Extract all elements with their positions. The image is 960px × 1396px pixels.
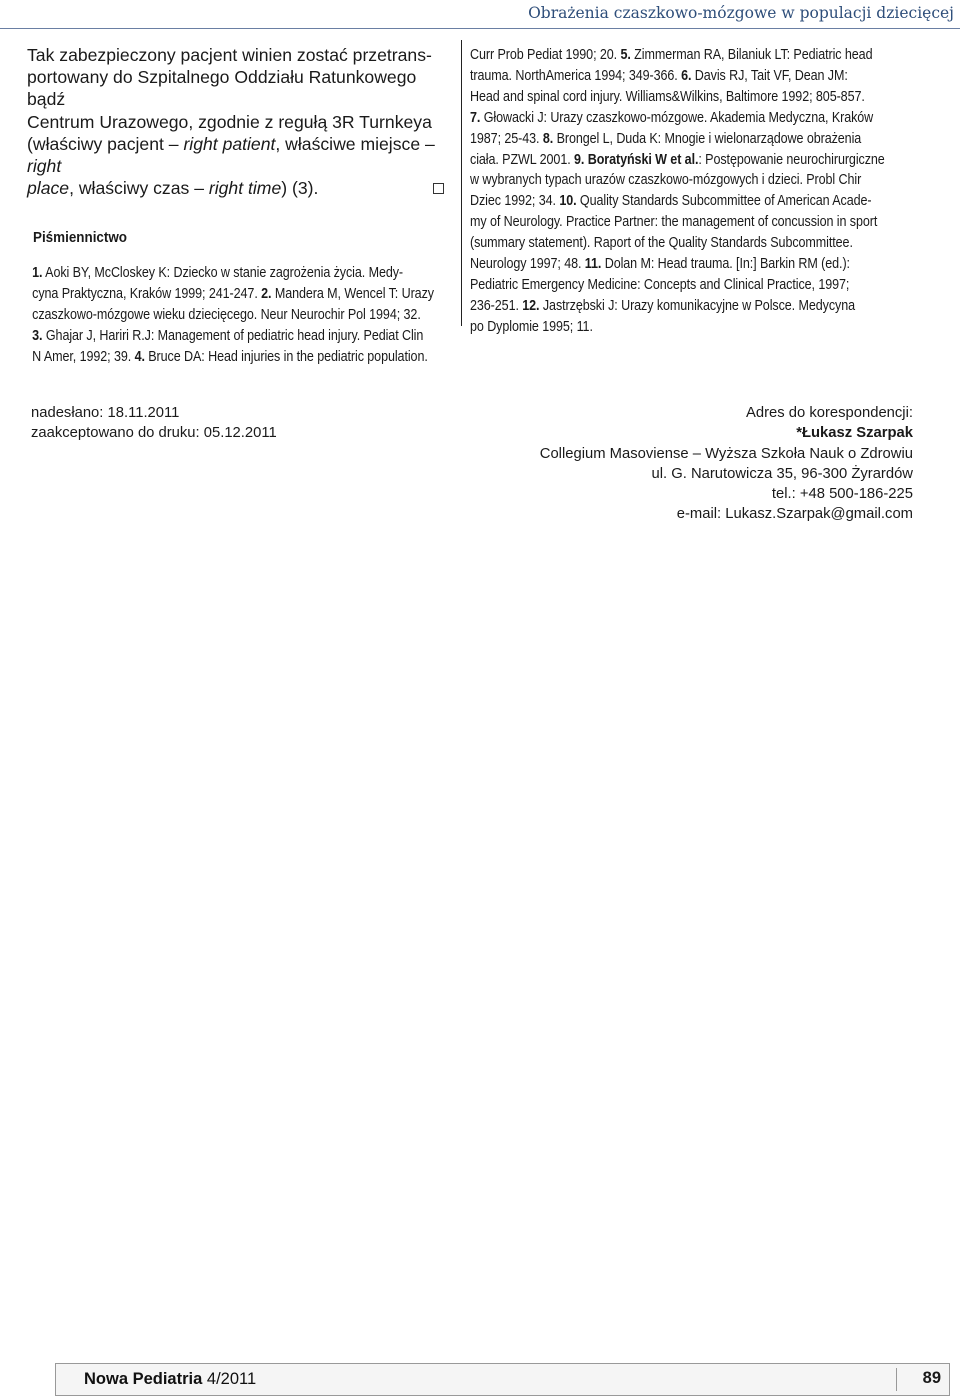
submission-dates	[31, 403, 277, 444]
reference-line: Dziec 1992; 34. 10. Quality Standards Subcommittee of American Acade-	[470, 193, 872, 210]
correspondence-address	[540, 403, 913, 525]
received-date: nadesłano: 18.11.2011	[31, 405, 180, 421]
reference-line: Pediatric Emergency Medicine: Concepts and Clinical Practice, 1997;	[470, 276, 850, 293]
body-line: portowany do Szpitalnego Oddziału Ratunkowego bądź	[27, 67, 417, 110]
left-column	[27, 44, 449, 368]
correspondence-label: Adres do korespondencji:	[746, 405, 913, 421]
journal-citation	[84, 1370, 256, 1389]
reference-line: 7. Głowacki J: Urazy czaszkowo-mózgowe. Akademia Medyczna, Kraków	[470, 109, 874, 126]
reference-line: 1987; 25-43. 8. Brongel L, Duda K: Mnogie i wielonarządowe obrażenia	[470, 130, 862, 147]
reference-line: Curr Prob Pediat 1990; 20. 5. Zimmerman RA, Bilaniuk LT: Pediatric head	[470, 47, 873, 63]
institution: Collegium Masoviense – Wyższa Szkoła Nauk o Zdrowiu	[539, 445, 913, 462]
running-title: Obrażenia czaszkowo-mózgowe w populacji dziecięcej	[528, 4, 954, 22]
street-address: ul. G. Narutowicza 35, 96-300 Żyrardów	[651, 465, 913, 482]
end-mark-icon	[433, 183, 444, 194]
reference-line: my of Neurology. Practice Partner: the management of concussion in sport	[470, 214, 878, 231]
footer-divider	[896, 1368, 897, 1391]
reference-line: 1. Aoki BY, McCloskey K: Dziecko w stanie zagrożenia życia. Medy-	[32, 265, 404, 282]
reference-line: w wybranych typach urazów czaszkowo-mózgowych i dzieci. Probl Chir	[470, 172, 862, 189]
journal-issue: 4/2011	[206, 1370, 257, 1388]
page-number: 89	[922, 1369, 941, 1387]
reference-line: N Amer, 1992; 39. 4. Bruce DA: Head injuries in the pediatric population.	[32, 349, 428, 366]
reference-line: Head and spinal cord injury. Williams&Wilkins, Baltimore 1992; 805-857.	[470, 88, 865, 105]
references-left	[27, 263, 449, 368]
reference-line: cyna Praktyczna, Kraków 1999; 241-247. 2. Mandera M, Wencel T: Urazy	[32, 286, 434, 303]
author-name: *Łukasz Szarpak	[796, 425, 913, 442]
reference-line: trauma. NorthAmerica 1994; 349-366. 6. Davis RJ, Tait VF, Dean JM:	[470, 67, 848, 84]
reference-line: (summary statement). Raport of the Quality Standards Subcommittee.	[470, 235, 853, 252]
email: e-mail: Lukasz.Szarpak@gmail.com	[676, 506, 913, 523]
reference-line: czaszkowo-mózgowe wieku dziecięcego. Neur Neurochir Pol 1994; 32.	[32, 307, 421, 324]
reference-line: ciała. PZWL 2001. 9. Boratyński W et al.: Postępowanie neurochirurgiczne	[470, 151, 885, 168]
column-divider	[461, 40, 462, 326]
body-line: (właściwy pacjent – right patient, właściwe miejsce – right	[27, 133, 435, 177]
references-heading: Piśmiennictwo	[33, 230, 128, 247]
body-paragraph	[27, 44, 449, 199]
reference-line: 3. Ghajar J, Hariri R.J: Management of pediatric head injury. Pediat Clin	[32, 328, 424, 345]
reference-line: po Dyplomie 1995; 11.	[470, 318, 593, 335]
journal-name: Nowa Pediatria	[84, 1370, 203, 1388]
accepted-date: zaakceptowano do druku: 05.12.2011	[31, 425, 277, 442]
reference-line: Neurology 1997; 48. 11. Dolan M: Head trauma. [In:] Barkin RM (ed.):	[470, 256, 850, 273]
body-line: Tak zabezpieczony pacjent winien zostać przetrans-	[27, 45, 432, 65]
header-rule	[0, 28, 960, 29]
body-line: place, właściwy czas – right time) (3).	[27, 177, 449, 199]
phone: tel.: +48 500-186-225	[771, 486, 913, 503]
reference-line: 236-251. 12. Jastrzębski J: Urazy komunikacyjne w Polsce. Medycyna	[470, 297, 855, 314]
page-footer	[55, 1363, 950, 1396]
body-line: Centrum Urazowego, zgodnie z regułą 3R Turnkeya	[27, 111, 432, 132]
references-right	[470, 45, 922, 338]
right-column	[470, 45, 922, 338]
